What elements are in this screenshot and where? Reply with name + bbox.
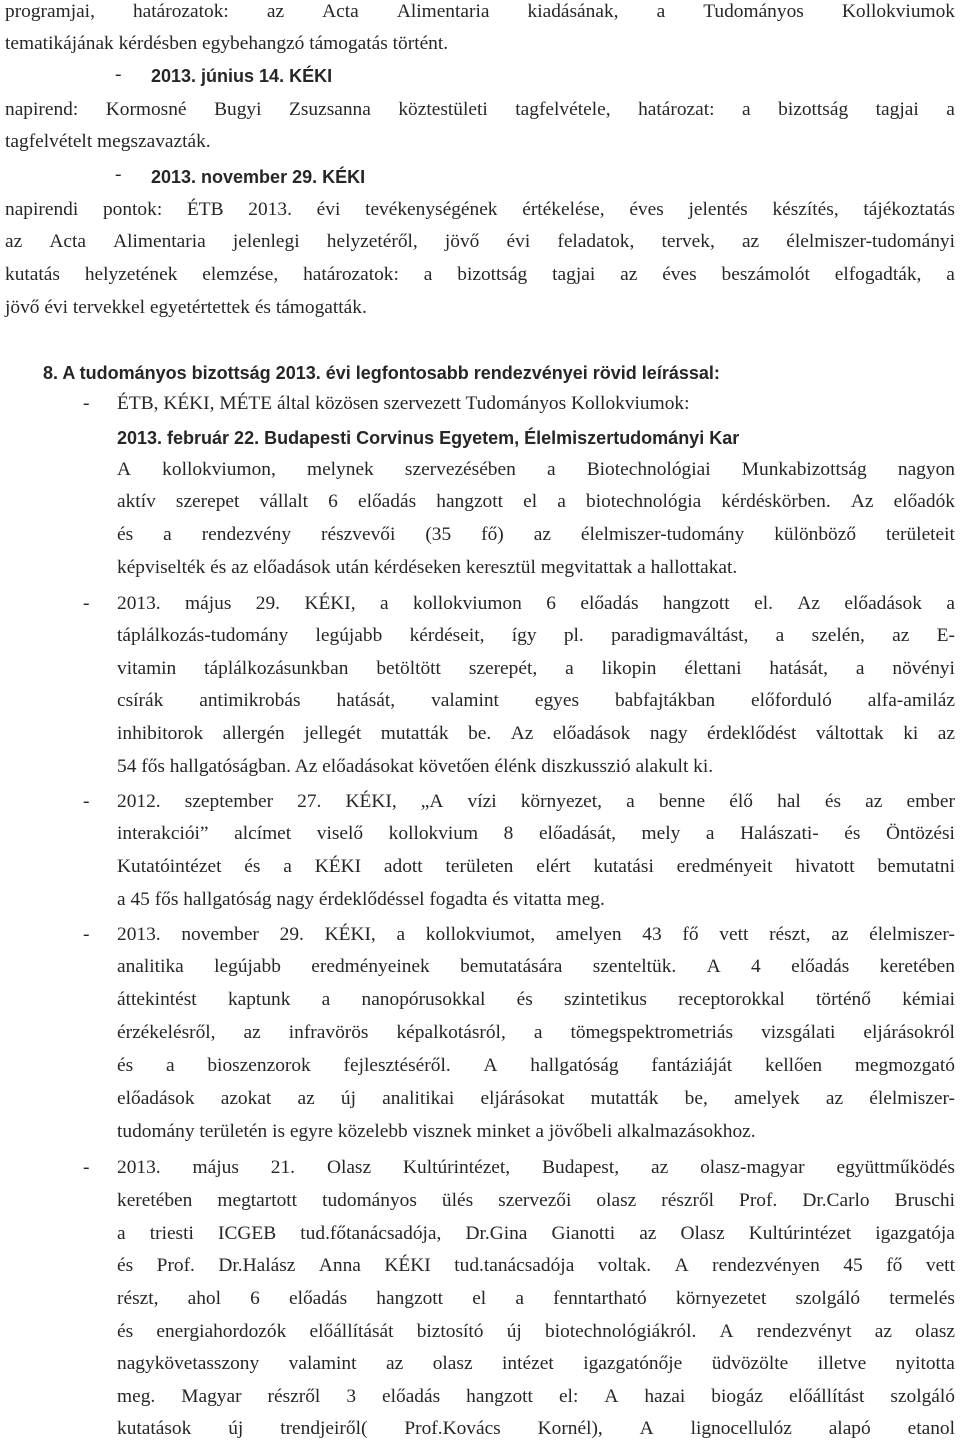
event-text: tudomány területén is egyre közelebb visznek minket a jövőbeli alkalmazásokhoz.: [117, 1121, 756, 1142]
event-text: ÉTB, KÉKI, MÉTE által közösen szervezett Tudományos Kollokviumok:: [117, 393, 690, 414]
event-text: keretében megtartott tudományos ülés szervezői olasz részről Prof. Dr.Carlo Bruschi: [117, 1190, 955, 1211]
list-dash: -: [115, 164, 122, 185]
event-text: Kutatóintézet és a KÉKI adott területen elért kutatási eredményeit hivatott bemutatni: [117, 856, 955, 877]
event-text: csírák antimikrobás hatását, valamint egyes babfajtákban előforduló alfa-amiláz: [117, 690, 955, 711]
event-text: táplálkozás-tudomány legújabb kérdéseit, így pl. paradigmaváltást, a szelén, az E-: [117, 625, 955, 646]
event-text: érzékelésről, az infravörös képalkotásról, a tömegspektrometriás vizsgálati eljárásokról: [117, 1022, 955, 1043]
event-text: 2013. május 21. Olasz Kultúrintézet, Budapest, az olasz-magyar együttműködés: [117, 1157, 955, 1178]
event-text: és a bioszenzorok fejlesztéséről. A hallgatóság fantáziáját kellően megmozgató: [117, 1055, 955, 1076]
intro-line: programjai, határozatok: az Acta Alimentaria kiadásának, a Tudományos Kollokviumok: [5, 1, 955, 22]
event-text: a 45 fős hallgatóság nagy érdeklődéssel fogadta és vitatta meg.: [117, 889, 605, 910]
event-text: 2013. május 29. KÉKI, a kollokviumon 6 előadás hangzott el. Az előadások a: [117, 593, 955, 614]
event-text: 2012. szeptember 27. KÉKI, „A vízi környezet, a benne élő hal és az ember: [117, 791, 955, 812]
event-text: és Prof. Dr.Halász Anna KÉKI tud.tanácsadója voltak. A rendezvényen 45 fő vett: [117, 1255, 955, 1276]
event-text: vitamin táplálkozásunkban betöltött szerepét, a likopin élettani hatását, a növényi: [117, 658, 955, 679]
section-8-heading: 8. A tudományos bizottság 2013. évi legfontosabb rendezvényei rövid leírással:: [43, 363, 720, 383]
event-text: meg. Magyar részről 3 előadás hangzott el: A hazai biogáz előállítást szolgáló: [117, 1386, 955, 1407]
meeting-text: napirend: Kormosné Bugyi Zsuzsanna köztestületi tagfelvétele, határozat: a bizottság tagjai a: [5, 99, 955, 120]
event-text: a triesti ICGEB tud.főtanácsadója, Dr.Gina Gianotti az Olasz Kultúrintézet igazgatója: [117, 1223, 955, 1244]
event-text: A kollokviumon, melynek szervezésében a Biotechnológiai Munkabizottság nagyon: [117, 459, 955, 480]
event-text: analitika legújabb eredményeinek bemutatására szenteltük. A 4 előadás keretében: [117, 956, 955, 977]
meeting-text: jövő évi tervekkel egyetértettek és támogatták.: [5, 297, 367, 318]
meeting-text: tagfelvételt megszavazták.: [5, 131, 211, 152]
event-text: 2013. november 29. KÉKI, a kollokviumot, amelyen 43 fő vett részt, az élelmiszer-: [117, 924, 955, 945]
list-dash: -: [83, 593, 90, 614]
event-text: 54 fős hallgatóságban. Az előadásokat követően élénk diszkusszió alakult ki.: [117, 756, 714, 777]
event-text: és a rendezvény részvevői (35 fő) az élelmiszer-tudomány különböző területeit: [117, 524, 955, 545]
list-dash: -: [115, 64, 122, 85]
event-text: képviselték és az előadások után kérdéseken keresztül megvitattak a hallottakat.: [117, 557, 738, 578]
event-text: előadások azokat az új analitikai eljárásokat mutatták be, amelyek az élelmiszer-: [117, 1088, 955, 1109]
event-text: nagykövetasszony valamint az olasz intézet igazgatónője üdvözölte illetve nyitotta: [117, 1353, 955, 1374]
list-dash: -: [83, 1157, 90, 1178]
event-text: áttekintést kaptunk a nanopórusokkal és szintetikus receptorokkal történő kémiai: [117, 989, 955, 1010]
meeting-heading-november: 2013. november 29. KÉKI: [151, 167, 366, 187]
event-text: kutatások új trendjeiről( Prof.Kovács Kornél), A lignocellulóz alapó etanol: [117, 1418, 955, 1439]
list-dash: -: [83, 924, 90, 945]
meeting-text: az Acta Alimentaria jelenlegi helyzetéről, jövő évi feladatok, tervek, az élelmiszer-tudományi: [5, 231, 955, 252]
event-text: inhibitorok allergén jellegét mutatták be. Az előadások nagy érdeklődést váltottak ki az: [117, 723, 955, 744]
list-dash: -: [83, 791, 90, 812]
meeting-text: kutatás helyzetének elemzése, határozatok: a bizottság tagjai az éves beszámolót elfogadták, a: [5, 264, 955, 285]
event-text: és energiahordozók előállítását biztosító új biotechnológiákról. A rendezvényt az olasz: [117, 1321, 955, 1342]
meeting-text: napirendi pontok: ÉTB 2013. évi tevékenységének értékelése, éves jelentés készítés, tájékoztatás: [5, 199, 955, 220]
kollokvium-date-heading: 2013. február 22. Budapesti Corvinus Egyetem, Élelmiszertudományi Kar: [117, 428, 740, 448]
event-text: interakciói” alcímet viselő kollokvium 8 előadását, mely a Halászati- és Öntözési: [117, 823, 955, 844]
list-dash: -: [83, 393, 90, 414]
event-text: részt, ahol 6 előadás hangzott el a fenntartható környezetet szolgáló termelés: [117, 1288, 955, 1309]
meeting-heading-june: 2013. június 14. KÉKI: [151, 66, 333, 86]
event-text: aktív szerepet vállalt 6 előadás hangzott el a biotechnológia kérdéskörben. Az előadók: [117, 491, 955, 512]
intro-line: tematikájának kérdésben egybehangzó támogatás történt.: [5, 33, 449, 54]
